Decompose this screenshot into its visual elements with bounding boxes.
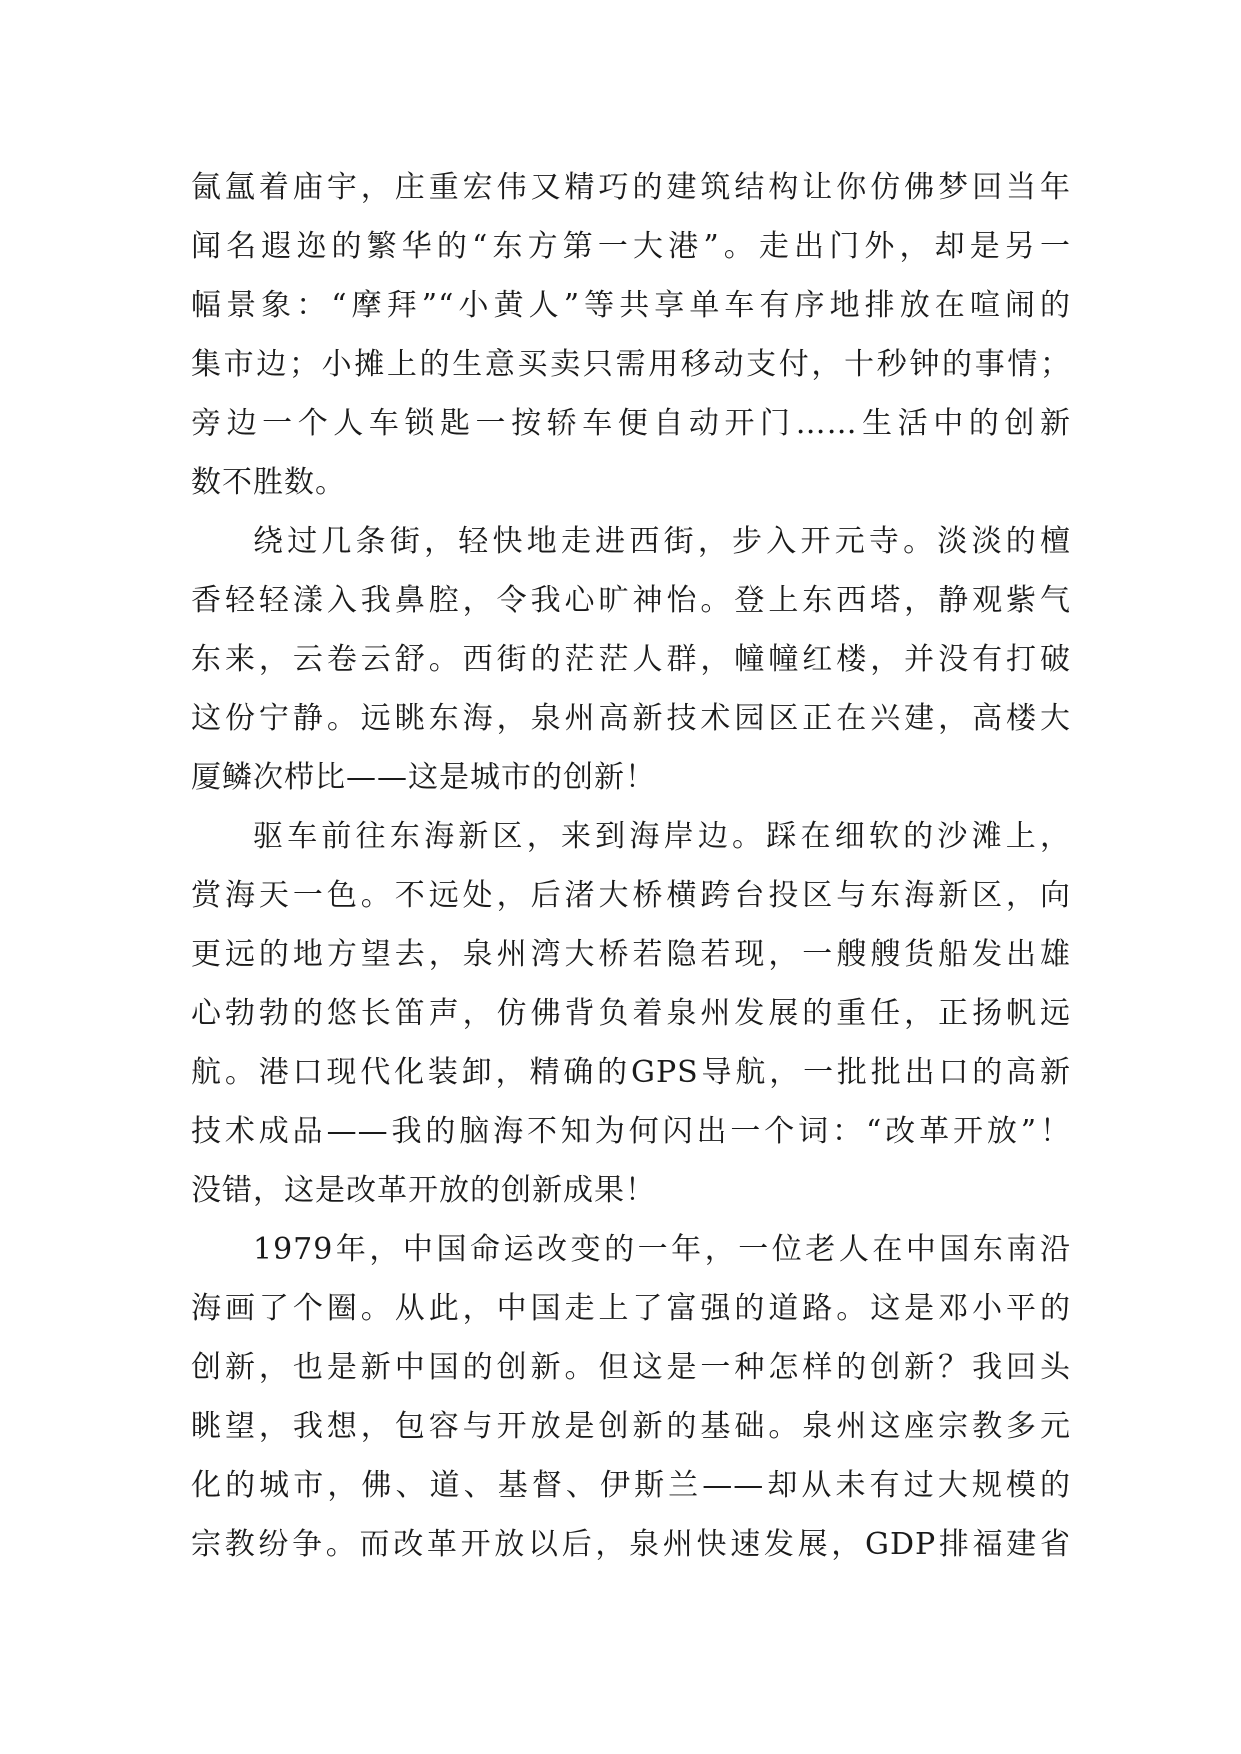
text-line: 幅景象：“摩拜”“小黄人”等共享单车有序地排放在喧闹的 [191,288,1071,323]
text-line: 集市边；小摊上的生意买卖只需用移动支付，十秒钟的事情； [191,347,1071,382]
text-line: 东来，云卷云舒。西街的茫茫人群，幢幢红楼，并没有打破 [191,642,1071,677]
text-line: 海画了个圈。从此，中国走上了富强的道路。这是邓小平的 [191,1291,1071,1326]
text-line: 技术成品——我的脑海不知为何闪出一个词：“改革开放”！ [191,1114,1071,1149]
text-line: 心勃勃的悠长笛声，仿佛背负着泉州发展的重任，正扬帆远 [191,996,1071,1031]
body-text [191,158,1071,1574]
text-line: 数不胜数。 [191,465,346,500]
text-line: 1979年，中国命运改变的一年，一位老人在中国东南沿 [253,1232,1071,1267]
text-line: 这份宁静。远眺东海，泉州高新技术园区正在兴建，高楼大 [191,701,1071,736]
text-line: 驱车前往东海新区，来到海岸边。踩在细软的沙滩上， [253,819,1071,854]
text-line: 厦鳞次栉比——这是城市的创新！ [191,760,656,795]
text-line: 航。港口现代化装卸，精确的GPS导航，一批批出口的高新 [191,1055,1071,1090]
text-line: 化的城市，佛、道、基督、伊斯兰——却从未有过大规模的 [191,1468,1071,1503]
text-line: 宗教纷争。而改革开放以后，泉州快速发展，GDP排福建省 [191,1527,1071,1562]
text-line: 眺望，我想，包容与开放是创新的基础。泉州这座宗教多元 [191,1409,1071,1444]
text-line: 赏海天一色。不远处，后渚大桥横跨台投区与东海新区，向 [191,878,1071,913]
text-line: 没错，这是改革开放的创新成果！ [191,1173,656,1208]
text-line: 更远的地方望去，泉州湾大桥若隐若现，一艘艘货船发出雄 [191,937,1071,972]
text-line: 创新，也是新中国的创新。但这是一种怎样的创新？我回头 [191,1350,1071,1385]
text-line: 香轻轻漾入我鼻腔，令我心旷神怡。登上东西塔，静观紫气 [191,583,1071,618]
text-line: 氤氲着庙宇，庄重宏伟又精巧的建筑结构让你仿佛梦回当年 [191,170,1071,205]
text-line: 旁边一个人车锁匙一按轿车便自动开门……生活中的创新 [191,406,1071,441]
text-line: 绕过几条街，轻快地走进西街，步入开元寺。淡淡的檀 [253,524,1071,559]
text-line: 闻名遐迩的繁华的“东方第一大港”。走出门外，却是另一 [191,229,1071,264]
